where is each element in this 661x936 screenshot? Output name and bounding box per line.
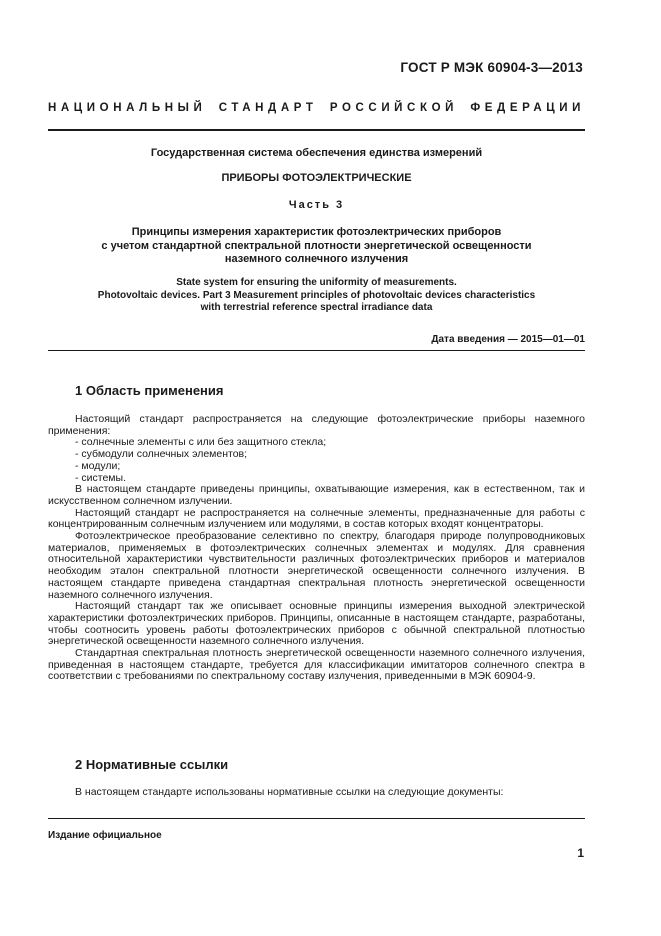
system-title: Государственная система обеспечения единства измерений [150,147,483,159]
list-item: - субмодули солнечных элементов; [75,448,248,461]
list-item: - солнечные элементы с или без защитного стекла; [75,436,327,449]
section-1-body [48,414,585,683]
part-title: Часть 3 [288,199,345,211]
footer-divider [48,818,585,819]
russian-title [48,226,585,267]
russian-title-line: Принципы измерения характеристик фотоэлектрических приборов [131,226,502,238]
section-2-body [48,787,585,799]
english-title-line: Photovoltaic devices. Part 3 Measurement principles of photovoltaic devices characteristics [97,289,536,301]
english-title-line: with terrestrial reference spectral irradiance data [200,302,433,313]
english-title [48,277,585,315]
paragraph: Настоящий стандарт не распространяется на солнечные элементы, предназначенные для работы с концентрированным солнечным излучением или модулями, в состав которых входят концентраторы. [48,506,585,531]
document-number: ГОСТ Р МЭК 60904-3—2013 [400,60,583,75]
list-item: - модули; [75,459,121,472]
russian-title-line: наземного солнечного излучения [224,253,409,265]
paragraph: Стандартная спектральная плотность энергетической освещенности наземного солнечного излучения, приведенная в настоящем стандарте, требуется для классификации имитаторов солнечного спектра в соответствии с требованиями по спектральному составу излучения, приведенными в МЭК 60904-9. [48,647,585,683]
section-2-title: 2 Нормативные ссылки [75,757,229,772]
russian-title-line: с учетом стандартной спектральной плотности энергетической освещенности [101,239,532,252]
paragraph: Фотоэлектрическое преобразование селективно по спектру, благодаря природе полупроводниковых материалов, применяемых в фотоэлектрических солнечных элементах и модулях. Для сравнения относительной характеристики чувствительности различных фотоэлектрических приборов и материалов необходим эталон спектральной плотности энергетической освещенности солнечного излучения. В настоящем стандарте приведена стандартная спектральная плотность энергетической освещенности наземного солнечного излучения. [48,530,585,601]
official-edition-label: Издание официальное [48,830,162,841]
devices-title: ПРИБОРЫ ФОТОЭЛЕКТРИЧЕСКИЕ [221,172,412,184]
paragraph: Настоящий стандарт распространяется на следующие фотоэлектрические приборы наземного применения: [48,413,585,437]
section-1-title: 1 Область применения [75,383,224,398]
page-number: 1 [577,846,584,860]
english-title-line: State system for ensuring the uniformity of measurements. [176,277,457,288]
intro-divider [48,350,585,351]
paragraph: В настоящем стандарте приведены принципы, охватывающие измерения, как в естественном, так и искусственном солнечном излучении. [48,483,585,507]
list-item: - системы. [75,471,126,484]
introduction-date: Дата введения — 2015—01—01 [431,334,585,345]
national-standard-heading: НАЦИОНАЛЬНЫЙ СТАНДАРТ РОССИЙСКОЙ ФЕДЕРАЦИИ [48,102,585,114]
header-divider [48,129,585,131]
paragraph: В настоящем стандарте использованы нормативные ссылки на следующие документы: [75,786,504,798]
paragraph: Настоящий стандарт так же описывает основные принципы измерения выходной электрической характеристики фотоэлектрических приборов. Принципы, описанные в настоящем стандарте, разработаны, чтобы соотносить уровень работы фотоэлектрических приборов с обычной спектральной плотностью энергетической освещенности наземного солнечного излучения. [48,600,585,648]
